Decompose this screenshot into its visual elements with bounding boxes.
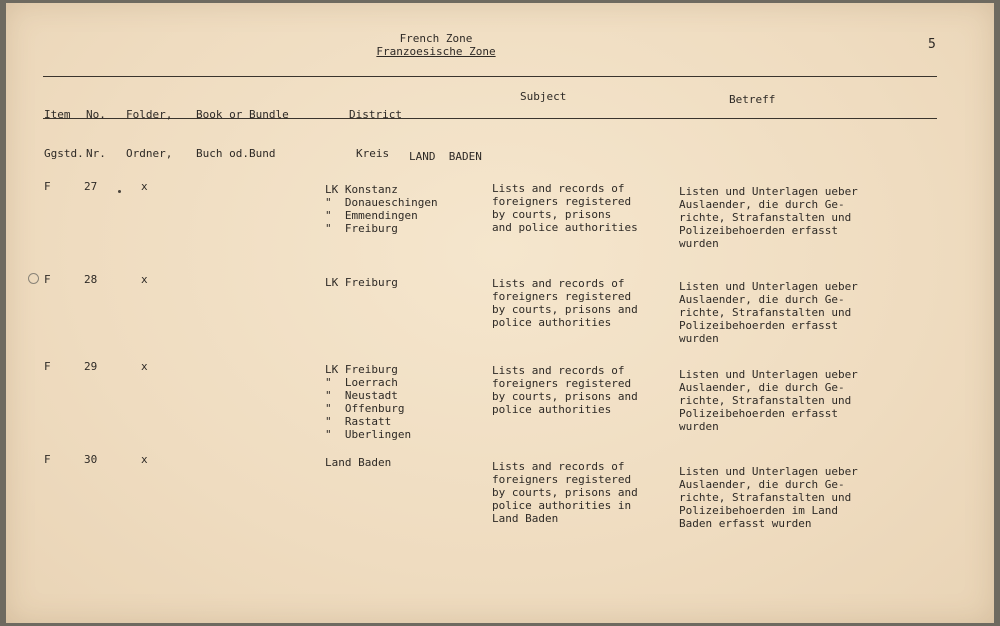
row-betreff-line: wurden [679,237,719,250]
row-betreff-line: wurden [679,420,719,433]
row-betreff-line: Listen und Unterlagen ueber [679,465,858,478]
header-book [196,82,289,186]
row-district-line: " Emmendingen [325,209,418,222]
row-district-line: " Uberlingen [325,428,412,441]
row-district-line: " Donaueschingen [325,196,438,209]
row-betreff-line: Auslaender, die durch Ge- [679,293,845,306]
row-folder: x [141,273,148,286]
row-subject-line: by courts, prisons and [492,390,638,403]
row-subject-line: by courts, prisons and [492,486,638,499]
header-item-en: Item [44,108,71,121]
header-folder [126,82,172,186]
zone-title-german: Franzoesische Zone [376,45,496,58]
row-district [325,276,398,289]
document-page [6,3,994,623]
header-district [349,82,402,186]
row-subject-line: police authorities [492,316,612,329]
header-folder-de: Ordner, [126,147,173,160]
row-district [325,456,391,469]
row-district [325,363,411,441]
row-subject-line: foreigners registered [492,195,632,208]
row-subject-line: police authorities [492,403,612,416]
header-no [86,82,113,186]
row-subject-line: and police authorities [492,221,638,234]
row-subject [492,460,638,525]
row-item: F [44,180,51,193]
row-district-line: Land Baden [325,456,392,469]
header-no-en: No. [86,108,106,121]
row-betreff-line: richte, Strafanstalten und [679,394,852,407]
header-book-en: Book or Bundle [196,108,289,121]
row-folder: x [141,180,148,193]
row-district-line: " Loerrach [325,376,398,389]
row-item: F [44,273,51,286]
row-betreff-line: Listen und Unterlagen ueber [679,185,858,198]
row-subject [492,364,638,416]
row-folder: x [141,453,148,466]
header-book-de: Buch od.Bund [196,147,276,160]
header-betreff: Betreff [729,93,776,106]
row-betreff-line: Auslaender, die durch Ge- [679,478,845,491]
speck [118,190,121,193]
row-subject-line: by courts, prisons and [492,303,638,316]
zone-title-english: French Zone [399,32,473,45]
row-subject-line: Lists and records of [492,364,625,377]
row-subject-line: foreigners registered [492,473,632,486]
row-folder: x [141,360,148,373]
row-number: 27 [84,180,98,193]
row-district-line: " Offenburg [325,402,405,415]
row-subject-line: foreigners registered [492,377,632,390]
row-item: F [44,453,51,466]
header-bottom-rule [43,118,937,119]
row-betreff-line: Baden erfasst wurden [679,517,812,530]
row-district-line: " Rastatt [325,415,392,428]
row-betreff-line: Polizeibehoerden erfasst [679,407,838,420]
row-subject-line: foreigners registered [492,290,632,303]
row-betreff [679,280,858,345]
row-betreff-line: Listen und Unterlagen ueber [679,368,858,381]
row-subject-line: Lists and records of [492,182,625,195]
row-subject-line: Land Baden [492,512,559,525]
header-subject: Subject [520,90,567,103]
row-betreff-line: Auslaender, die durch Ge- [679,381,845,394]
header-item [44,82,84,186]
row-district-line: LK Freiburg [325,363,398,376]
row-betreff [679,465,858,530]
header-no-de: Nr. [86,147,106,160]
row-betreff-line: Polizeibehoerden erfasst [679,224,838,237]
row-betreff-line: wurden [679,332,719,345]
header-folder-en: Folder, [126,108,173,121]
header-item-de: Ggstd. [44,147,84,160]
row-subject-line: Lists and records of [492,460,625,473]
row-subject [492,277,638,329]
row-subject [492,182,638,234]
row-betreff-line: Listen und Unterlagen ueber [679,280,858,293]
row-item: F [44,360,51,373]
section-title: LAND BADEN [409,150,482,163]
row-betreff-line: Polizeibehoerden erfasst [679,319,838,332]
row-number: 29 [84,360,98,373]
row-district-line: LK Konstanz [325,183,398,196]
row-district-line: " Freiburg [325,222,398,235]
row-betreff-line: richte, Strafanstalten und [679,306,852,319]
row-subject-line: police authorities in [492,499,632,512]
row-district [325,183,438,235]
row-district-line: LK Freiburg [325,276,398,289]
row-number: 28 [84,273,98,286]
header-district-en: District [349,108,402,121]
punch-mark [28,273,39,284]
row-number: 30 [84,453,98,466]
row-betreff [679,185,858,250]
header-top-rule [43,76,937,77]
row-subject-line: by courts, prisons [492,208,612,221]
row-betreff-line: Polizeibehoerden im Land [679,504,838,517]
row-betreff-line: Auslaender, die durch Ge- [679,198,845,211]
header-district-de: Kreis [356,147,390,160]
row-betreff-line: richte, Strafanstalten und [679,211,852,224]
row-district-line: " Neustadt [325,389,398,402]
page-number: 5 [928,37,936,52]
row-betreff [679,368,858,433]
row-betreff-line: richte, Strafanstalten und [679,491,852,504]
row-subject-line: Lists and records of [492,277,625,290]
